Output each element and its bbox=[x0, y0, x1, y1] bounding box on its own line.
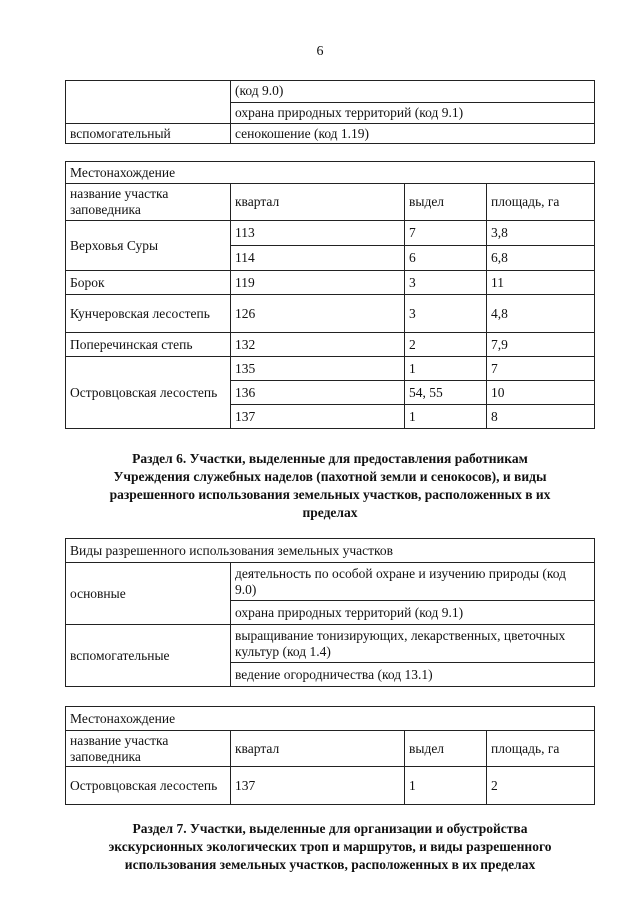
column-header: выдел bbox=[405, 731, 487, 767]
area-cell: 10 bbox=[487, 381, 595, 405]
area-cell: 6,8 bbox=[487, 246, 595, 271]
table-cell bbox=[66, 81, 231, 124]
table-cell: вспомогательный bbox=[66, 124, 231, 144]
table-cell: (код 9.0) bbox=[231, 81, 595, 103]
allotment-cell: 7 bbox=[405, 221, 487, 246]
heading-line: Раздел 6. Участки, выделенные для предоставления работникам bbox=[132, 451, 528, 466]
column-header: квартал bbox=[231, 184, 405, 221]
area-cell: 11 bbox=[487, 271, 595, 295]
quarter-cell: 137 bbox=[231, 767, 405, 805]
table-cell: охрана природных территорий (код 9.1) bbox=[231, 102, 595, 124]
column-header-row bbox=[66, 731, 595, 767]
column-header: площадь, га bbox=[487, 731, 595, 767]
site-name: Кунчеровская лесостепь bbox=[66, 295, 231, 333]
table-cell: сенокошение (код 1.19) bbox=[231, 124, 595, 144]
quarter-cell: 136 bbox=[231, 381, 405, 405]
allotment-cell: 1 bbox=[405, 405, 487, 429]
use-item: выращивание тонизирующих, лекарственных, цветочных культур (код 1.4) bbox=[231, 625, 595, 663]
allotment-cell: 1 bbox=[405, 357, 487, 381]
table-row bbox=[66, 563, 595, 601]
area-cell: 2 bbox=[487, 767, 595, 805]
heading-line: использования земельных участков, расположенных в их пределах bbox=[124, 857, 536, 872]
quarter-cell: 114 bbox=[231, 246, 405, 271]
site-name: Островцовская лесостепь bbox=[66, 767, 231, 805]
area-cell: 3,8 bbox=[487, 221, 595, 246]
table-header-row bbox=[66, 707, 595, 731]
quarter-cell: 126 bbox=[231, 295, 405, 333]
permitted-use-table-continued bbox=[65, 80, 595, 144]
quarter-cell: 135 bbox=[231, 357, 405, 381]
quarter-cell: 119 bbox=[231, 271, 405, 295]
table-row bbox=[66, 625, 595, 663]
heading-line: пределах bbox=[302, 505, 358, 520]
column-header: квартал bbox=[231, 731, 405, 767]
use-item: охрана природных территорий (код 9.1) bbox=[231, 601, 595, 625]
table-header: Местонахождение bbox=[66, 707, 595, 731]
table-row bbox=[66, 81, 595, 103]
location-table bbox=[65, 161, 595, 429]
use-item: деятельность по особой охране и изучению природы (код 9.0) bbox=[231, 563, 595, 601]
heading-line: Раздел 7. Участки, выделенные для организации и обустройства bbox=[132, 821, 528, 836]
table-row bbox=[66, 124, 595, 144]
allotment-cell: 1 bbox=[405, 767, 487, 805]
column-header: название участка заповедника bbox=[66, 184, 231, 221]
table-row bbox=[66, 295, 595, 333]
quarter-cell: 132 bbox=[231, 333, 405, 357]
column-header-row bbox=[66, 184, 595, 221]
use-category: основные bbox=[66, 563, 231, 625]
column-header: название участка заповедника bbox=[66, 731, 231, 767]
table-row bbox=[66, 357, 595, 381]
area-cell: 7,9 bbox=[487, 333, 595, 357]
allotment-cell: 6 bbox=[405, 246, 487, 271]
site-name: Верховья Суры bbox=[66, 221, 231, 271]
column-header: выдел bbox=[405, 184, 487, 221]
area-cell: 4,8 bbox=[487, 295, 595, 333]
allotment-cell: 3 bbox=[405, 295, 487, 333]
allotment-cell: 3 bbox=[405, 271, 487, 295]
table-row bbox=[66, 333, 595, 357]
table-header: Виды разрешенного использования земельных участков bbox=[66, 539, 595, 563]
use-category: вспомогательные bbox=[66, 625, 231, 687]
use-item: ведение огородничества (код 13.1) bbox=[231, 663, 595, 687]
area-cell: 7 bbox=[487, 357, 595, 381]
table-row bbox=[66, 767, 595, 805]
table-header-row bbox=[66, 162, 595, 184]
allotment-cell: 2 bbox=[405, 333, 487, 357]
heading-line: Учреждения служебных наделов (пахотной земли и сенокосов), и виды bbox=[113, 469, 547, 484]
table-row bbox=[66, 271, 595, 295]
site-name: Борок bbox=[66, 271, 231, 295]
location-table-2 bbox=[65, 706, 595, 805]
site-name: Островцовская лесостепь bbox=[66, 357, 231, 429]
table-row bbox=[66, 221, 595, 246]
section-7-heading bbox=[80, 820, 580, 874]
heading-line: разрешенного использования земельных участков, расположенных в их bbox=[109, 487, 551, 502]
page-number: 6 bbox=[316, 44, 324, 59]
table-header-row bbox=[66, 539, 595, 563]
permitted-use-table bbox=[65, 538, 595, 687]
area-cell: 8 bbox=[487, 405, 595, 429]
quarter-cell: 113 bbox=[231, 221, 405, 246]
allotment-cell: 54, 55 bbox=[405, 381, 487, 405]
section-6-heading bbox=[80, 450, 580, 522]
site-name: Поперечинская степь bbox=[66, 333, 231, 357]
table-header: Местонахождение bbox=[66, 162, 595, 184]
column-header: площадь, га bbox=[487, 184, 595, 221]
heading-line: экскурсионных экологических троп и маршрутов, и виды разрешенного bbox=[108, 839, 552, 854]
quarter-cell: 137 bbox=[231, 405, 405, 429]
